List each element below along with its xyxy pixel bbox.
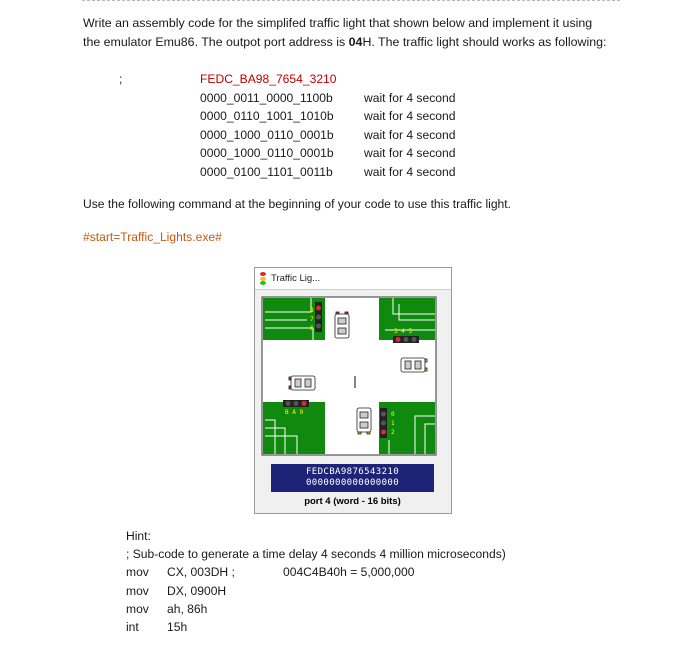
hint-arg: DX, 0900H (167, 583, 227, 598)
sequence-wait: wait for 4 second (364, 146, 456, 160)
car-top (335, 312, 349, 338)
port-bit-labels: FEDCBA9876543210 (305, 467, 400, 477)
hint-arg: ah, 86h (167, 601, 208, 616)
hint-code-line (126, 618, 506, 636)
port-bit-values: 0000000000000000 (305, 478, 400, 488)
intersection-map (255, 290, 451, 460)
sequence-bits: 0000_1000_0110_0001b (200, 146, 334, 160)
signal-label-top-left: 8 (310, 307, 314, 314)
sequence-bits: 0000_0110_1001_1010b (200, 109, 334, 123)
hint-code-line (126, 600, 506, 618)
svg-text:1: 1 (391, 420, 395, 427)
sequence-row (119, 163, 494, 182)
hint-code-line (126, 563, 506, 581)
signal-label-bottom-right: 0 (391, 411, 395, 418)
car-right (401, 358, 427, 372)
sequence-wait: wait for 4 second (364, 164, 456, 179)
intro-line-2-end: H. The traffic light should works as following: (362, 35, 607, 49)
sequence-table (119, 70, 494, 181)
hint-op: int (126, 620, 139, 635)
bit-header: FEDC_BA98_7654_3210 (200, 72, 337, 86)
hint-op: mov (126, 601, 149, 616)
car-left (289, 376, 315, 390)
traffic-light-window[interactable] (254, 267, 452, 514)
sequence-row (119, 144, 494, 163)
sequence-wait: wait for 4 second (364, 90, 456, 105)
signal-label-top-right: 3 4 5 (394, 328, 413, 335)
sequence-bits: 0000_1000_0110_0001b (200, 127, 334, 142)
sequence-row (119, 89, 494, 108)
window-title: Traffic Lig... (271, 273, 321, 284)
intro-line-1: Write an assembly code for the simplifed traffic light that shown below and implement it using (83, 16, 593, 30)
hint-arg: CX, 003DH ; (167, 565, 235, 580)
top-divider (82, 0, 620, 1)
sequence-wait: wait for 4 second (364, 109, 456, 123)
hint-op: mov (126, 583, 149, 598)
window-titlebar[interactable] (255, 268, 451, 290)
hint-section (126, 527, 506, 636)
hint-op: mov (126, 565, 149, 580)
comment-semicolon: ; (119, 72, 123, 86)
grass-bottom-right (379, 402, 435, 454)
sequence-row (119, 107, 494, 126)
hint-code-line (126, 582, 506, 600)
sequence-row (119, 126, 494, 145)
port-label: port 4 (word - 16 bits) (304, 496, 401, 507)
hint-arg: 15h (167, 620, 188, 635)
sequence-bits: 0000_0011_0000_1100b (200, 90, 333, 105)
intro-line-2-start: the emulator Emu86. The outpot port address is (83, 35, 349, 49)
intro-line-2 (83, 33, 643, 52)
intro-paragraph (83, 14, 643, 52)
hint-note: 004C4B40h = 5,000,000 (283, 565, 415, 580)
sequence-bits: 0000_0100_1101_0011b (200, 164, 333, 179)
signal-label-bottom-left: B A 9 (285, 409, 304, 416)
sequence-wait: wait for 4 second (364, 127, 456, 142)
traffic-light-icon (260, 272, 266, 285)
car-bottom (357, 408, 371, 434)
port-address: 04 (348, 35, 363, 49)
port-status-panel (271, 464, 434, 492)
sequence-header-row (119, 70, 494, 89)
start-directive: #start=Traffic_Lights.exe# (83, 230, 222, 244)
svg-text:6: 6 (310, 325, 314, 332)
usage-instruction: Use the following command at the beginning of your code to use this traffic light. (83, 197, 512, 211)
hint-title: Hint: (126, 529, 151, 543)
hint-comment: ; Sub-code to generate a time delay 4 seconds 4 million microseconds) (126, 547, 506, 562)
svg-text:7: 7 (310, 316, 314, 323)
svg-text:2: 2 (391, 429, 395, 436)
